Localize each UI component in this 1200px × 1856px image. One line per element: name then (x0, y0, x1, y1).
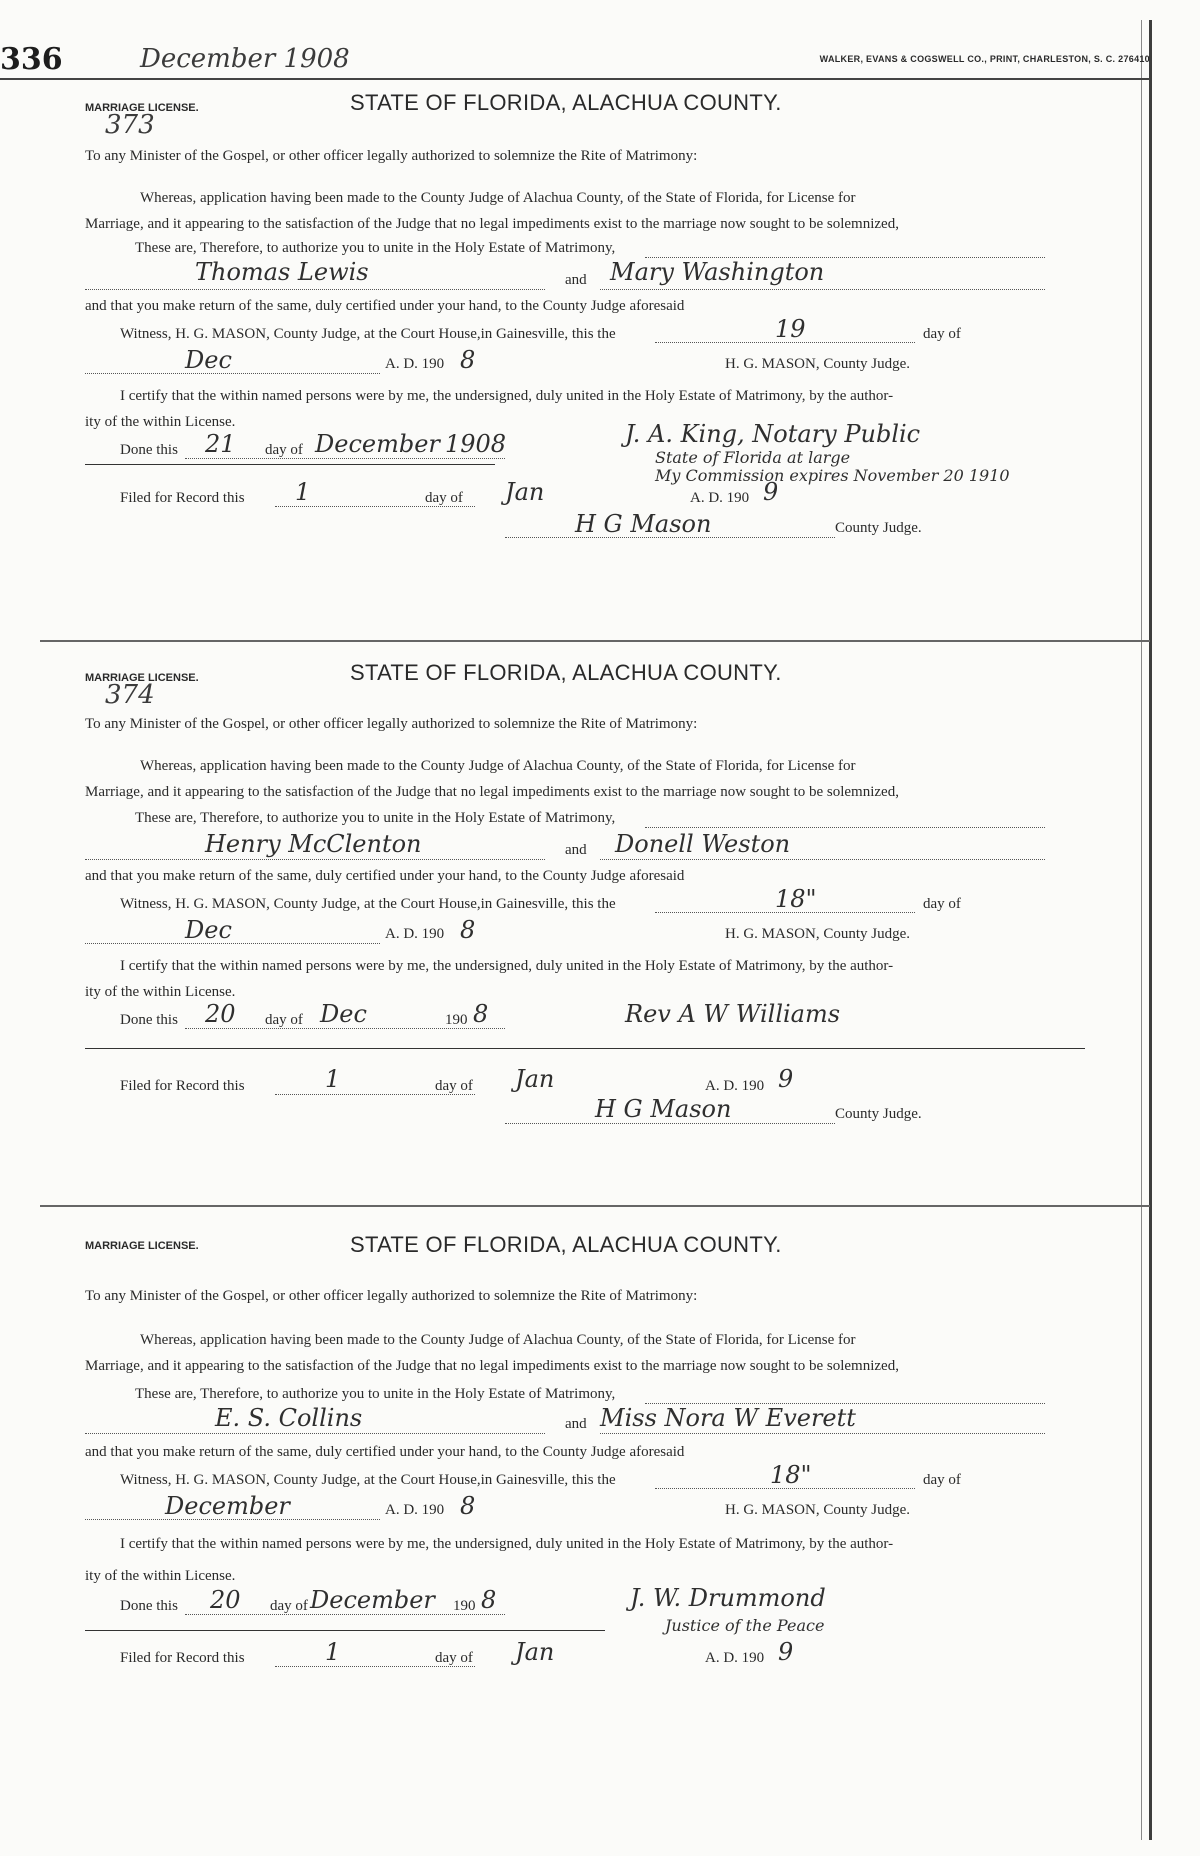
day-of-label: day of (435, 1650, 473, 1666)
marriage-line: Marriage, and it appearing to the satisfaction of the Judge that no legal impediments exist to the marriage now sought to be solemnized, (85, 784, 899, 800)
ad-label: A. D. 190 (705, 1650, 765, 1666)
filed-label: Filed for Record this (120, 1650, 245, 1666)
witness-year-digit: 8 (460, 346, 476, 374)
page-border-inner (1141, 20, 1142, 1840)
officiant-signature: J. W. Drummond (630, 1584, 826, 1612)
license-label: MARRIAGE LICENSE. (85, 102, 199, 114)
groom-name: Henry McClenton (205, 830, 422, 858)
filed-label: Filed for Record this (120, 1078, 245, 1094)
month-handwritten: December 1908 (140, 44, 350, 74)
day-of-label: day of (270, 1598, 308, 1614)
certify-cont: ity of the within License. (85, 1568, 236, 1584)
address-line: To any Minister of the Gospel, or other officer legally authorized to solemnize the Rite of Matrimony: (85, 1288, 698, 1304)
filed-year-digit: 9 (778, 1638, 794, 1666)
dotted-rule (645, 826, 1045, 828)
marriage-line: Marriage, and it appearing to the satisfaction of the Judge that no legal impediments exist to the marriage now sought to be solemnized, (85, 216, 899, 232)
dotted-rule (600, 1432, 1045, 1434)
certify-cont: ity of the within License. (85, 414, 236, 430)
done-day: 20 (205, 1000, 236, 1028)
witness-day: 18" (770, 1461, 812, 1489)
judge-handwritten: H G Mason (595, 1095, 732, 1123)
return-line: and that you make return of the same, duly certified under your hand, to the County Judge aforesaid (85, 868, 685, 884)
judge-signature-printed: H. G. MASON, County Judge. (725, 1502, 911, 1518)
groom-name: Thomas Lewis (195, 258, 369, 286)
dotted-rule (600, 288, 1045, 290)
state-title: STATE OF FLORIDA, ALACHUA COUNTY. (350, 90, 782, 115)
rule (85, 464, 495, 465)
dotted-rule (505, 1122, 835, 1124)
whereas-line: Whereas, application having been made to the County Judge of Alachua County, of the State of Florida, for License for (140, 1332, 856, 1348)
done-month: December (310, 1586, 435, 1614)
state-title: STATE OF FLORIDA, ALACHUA COUNTY. (350, 660, 782, 685)
done-year: 1908 (445, 430, 507, 458)
return-line: and that you make return of the same, duly certified under your hand, to the County Judge aforesaid (85, 1444, 685, 1460)
ad-label: A. D. 190 (705, 1078, 765, 1094)
witness-day: 19 (775, 315, 806, 343)
witness-line: Witness, H. G. MASON, County Judge, at the Court House,in Gainesville, this the (120, 896, 616, 912)
day-of-label: day of (923, 896, 961, 912)
license-number: 374 (105, 680, 155, 710)
license-label: MARRIAGE LICENSE. (85, 672, 199, 684)
groom-name: E. S. Collins (215, 1404, 363, 1432)
return-line: and that you make return of the same, duly certified under your hand, to the County Judge aforesaid (85, 298, 685, 314)
done-month: December (315, 430, 440, 458)
dotted-rule (505, 536, 835, 538)
rule (85, 1048, 1085, 1049)
judge-handwritten: H G Mason (575, 510, 712, 538)
filed-day: 1 (325, 1065, 341, 1093)
page-border (1149, 20, 1152, 1840)
bride-name: Mary Washington (610, 258, 825, 286)
printer-imprint: WALKER, EVANS & COGSWELL CO., PRINT, CHARLESTON, S. C. 276410 (819, 54, 1150, 64)
filed-month: Jan (505, 478, 545, 506)
day-of-label: day of (265, 442, 303, 458)
witness-month: Dec (185, 346, 232, 374)
ad-label: A. D. 190 (385, 1502, 445, 1518)
certify-line: I certify that the within named persons were by me, the undersigned, duly united in the Holy Estate of Matrimony, by the author- (120, 1536, 894, 1552)
license-number: 373 (105, 110, 155, 140)
day-of-label: day of (923, 326, 961, 342)
whereas-line: Whereas, application having been made to the County Judge of Alachua County, of the State of Florida, for License for (140, 758, 856, 774)
bride-name: Miss Nora W Everett (600, 1404, 856, 1432)
done-this-label: Done this (120, 1598, 178, 1614)
dotted-rule (85, 288, 545, 290)
certify-line: I certify that the within named persons were by me, the undersigned, duly united in the Holy Estate of Matrimony, by the author- (120, 388, 894, 404)
dotted-rule (85, 858, 545, 860)
license-section-373 (75, 90, 1105, 630)
done-year-digit: 8 (473, 1000, 489, 1028)
done-this-label: Done this (120, 442, 178, 458)
and-word: and (565, 272, 587, 288)
rule (85, 1630, 605, 1631)
officiant-signature: Rev A W Williams (625, 1000, 841, 1028)
filed-label: Filed for Record this (120, 490, 245, 506)
year-prefix: 190 (453, 1598, 476, 1614)
section-divider (40, 640, 1150, 642)
county-judge-label: County Judge. (835, 520, 922, 536)
judge-signature-printed: H. G. MASON, County Judge. (725, 926, 911, 942)
license-label: MARRIAGE LICENSE. (85, 1240, 199, 1252)
these-are-line: These are, Therefore, to authorize you to unite in the Holy Estate of Matrimony, (135, 240, 616, 256)
dotted-rule (85, 372, 380, 374)
done-year-digit: 8 (481, 1586, 497, 1614)
ad-label: A. D. 190 (690, 490, 750, 506)
and-word: and (565, 1416, 587, 1432)
done-month: Dec (320, 1000, 367, 1028)
certify-cont: ity of the within License. (85, 984, 236, 1000)
license-section-3 (75, 1218, 1105, 1818)
filed-month: Jan (515, 1638, 555, 1666)
witness-line: Witness, H. G. MASON, County Judge, at the Court House,in Gainesville, this the (120, 326, 616, 342)
page-header (0, 40, 1150, 80)
filed-year-digit: 9 (778, 1065, 794, 1093)
these-are-line: These are, Therefore, to authorize you to unite in the Holy Estate of Matrimony, (135, 1386, 616, 1402)
witness-line: Witness, H. G. MASON, County Judge, at the Court House,in Gainesville, this the (120, 1472, 616, 1488)
filed-month: Jan (515, 1065, 555, 1093)
filed-year-digit: 9 (763, 478, 779, 506)
filed-day: 1 (325, 1638, 341, 1666)
day-of-label: day of (425, 490, 463, 506)
header-rule (0, 78, 1150, 80)
day-of-label: day of (265, 1012, 303, 1028)
marriage-line: Marriage, and it appearing to the satisfaction of the Judge that no legal impediments exist to the marriage now sought to be solemnized, (85, 1358, 899, 1374)
witness-month: December (165, 1492, 290, 1520)
filed-day: 1 (295, 478, 311, 506)
ad-label: A. D. 190 (385, 926, 445, 942)
officiant-line3: My Commission expires November 20 1910 (655, 466, 1010, 485)
whereas-line: Whereas, application having been made to the County Judge of Alachua County, of the State of Florida, for License for (140, 190, 856, 206)
day-of-label: day of (435, 1078, 473, 1094)
state-title: STATE OF FLORIDA, ALACHUA COUNTY. (350, 1232, 782, 1257)
dotted-rule (85, 1432, 545, 1434)
witness-month: Dec (185, 916, 232, 944)
certify-line: I certify that the within named persons were by me, the undersigned, duly united in the Holy Estate of Matrimony, by the author- (120, 958, 894, 974)
and-word: and (565, 842, 587, 858)
bride-name: Donell Weston (615, 830, 791, 858)
ad-label: A. D. 190 (385, 356, 445, 372)
license-section-374 (75, 660, 1105, 1200)
witness-day: 18" (775, 885, 817, 913)
county-judge-label: County Judge. (835, 1106, 922, 1122)
done-day: 20 (210, 1586, 241, 1614)
done-day: 21 (205, 430, 236, 458)
section-divider (40, 1205, 1150, 1207)
dotted-rule (600, 858, 1045, 860)
day-of-label: day of (923, 1472, 961, 1488)
these-are-line: These are, Therefore, to authorize you to unite in the Holy Estate of Matrimony, (135, 810, 616, 826)
officiant-line2: Justice of the Peace (665, 1616, 825, 1635)
witness-year-digit: 8 (460, 916, 476, 944)
judge-signature-printed: H. G. MASON, County Judge. (725, 356, 911, 372)
year-prefix: 190 (445, 1012, 468, 1028)
address-line: To any Minister of the Gospel, or other officer legally authorized to solemnize the Rite of Matrimony: (85, 148, 698, 164)
page-number: 336 (0, 42, 63, 77)
done-this-label: Done this (120, 1012, 178, 1028)
dotted-rule (85, 942, 380, 944)
address-line: To any Minister of the Gospel, or other officer legally authorized to solemnize the Rite of Matrimony: (85, 716, 698, 732)
witness-year-digit: 8 (460, 1492, 476, 1520)
officiant-line2: State of Florida at large (655, 448, 851, 467)
officiant-signature: J. A. King, Notary Public (625, 420, 921, 448)
